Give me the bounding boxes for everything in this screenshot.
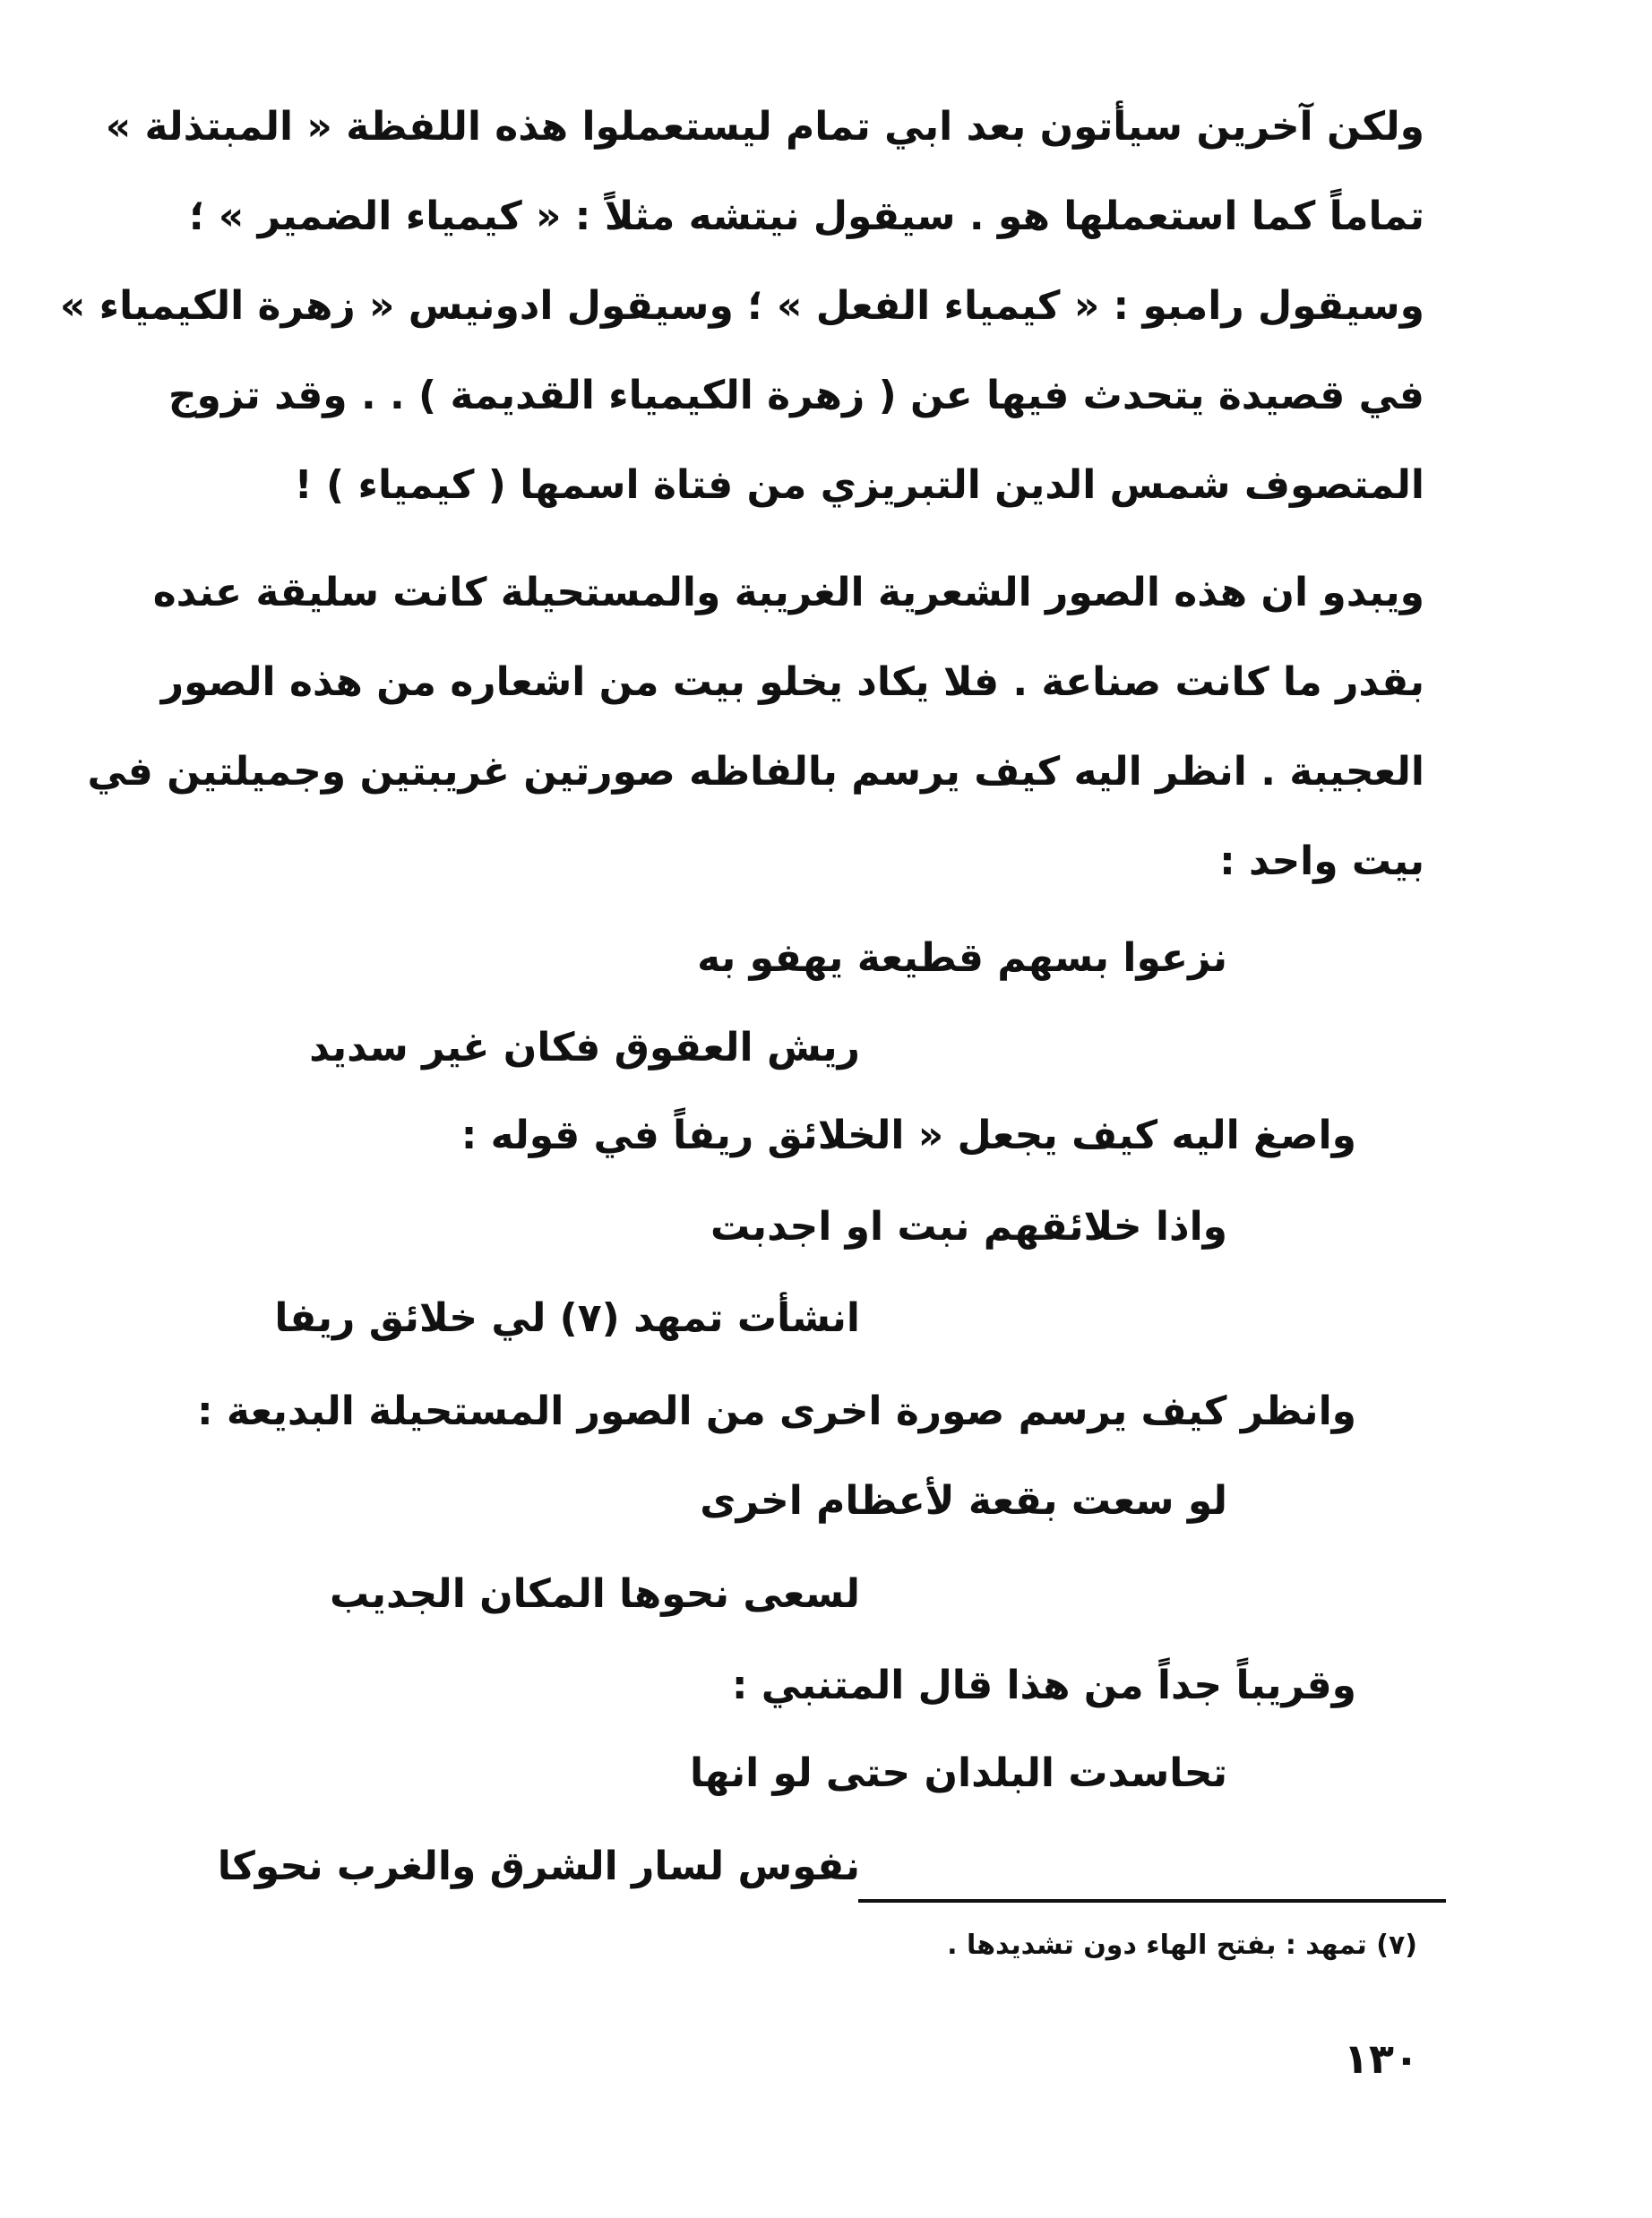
verse-4-line-1: تحاسدت البلدان حتى لو انها [690, 1750, 1227, 1796]
footnote-divider [858, 1899, 1446, 1903]
page-number: ١٣٠ [1343, 2034, 1419, 2083]
verse-1-line-2: ريش العقوق فكان غير سديد [309, 1025, 860, 1070]
paragraph-1-line-3: وسيقول رامبو : « كيمياء الفعل » ؛ وسيقول ادونيس « زهرة الكيمياء » [59, 283, 1424, 329]
verse-3-line-1: لو سعت بقعة لأعظام اخرى [700, 1478, 1227, 1524]
paragraph-2-line-4: بيت واحد : [1219, 838, 1424, 884]
intro-2: واصغ اليه كيف يجعل « الخلائق ريفاً في قوله : [460, 1113, 1356, 1158]
footnote: (٧) تمهد : بفتح الهاء دون تشديدها . [947, 1930, 1417, 1961]
intro-3: وانظر كيف يرسم صورة اخرى من الصور المستحيلة البديعة : [196, 1388, 1356, 1434]
paragraph-2-line-1: ويبدو ان هذه الصور الشعرية الغريبة والمستحيلة كانت سليقة عنده [152, 570, 1424, 615]
paragraph-1-line-2: تماماً كما استعملها هو . سيقول نيتشه مثلاً : « كيمياء الضمير » ؛ [188, 193, 1424, 239]
verse-3-line-2: لسعى نحوها المكان الجديب [329, 1571, 860, 1617]
verse-2-line-2: انشأت تمهد (٧) لي خلائق ريفا [274, 1295, 860, 1341]
verse-2-line-1: واذا خلائقهم نبت او اجدبت [710, 1204, 1227, 1250]
intro-4: وقريباً جداً من هذا قال المتنبي : [731, 1663, 1356, 1708]
paragraph-2-line-3: العجيبة . انظر اليه كيف يرسم بالفاظه صورتين غريبتين وجميلتين في [87, 749, 1424, 795]
paragraph-1-line-4: في قصيدة يتحدث فيها عن ( زهرة الكيمياء القديمة ) . . وقد تزوج [168, 373, 1424, 418]
paragraph-2-line-2: بقدر ما كانت صناعة . فلا يكاد يخلو بيت من اشعاره من هذه الصور [160, 659, 1424, 705]
verse-4-line-2: نفوس لسار الشرق والغرب نحوكا [217, 1844, 860, 1889]
paragraph-1-line-5: المتصوف شمس الدين التبريزي من فتاة اسمها ( كيمياء ) ! [294, 462, 1424, 508]
verse-1-line-1: نزعوا بسهم قطيعة يهفو به [697, 935, 1227, 981]
paragraph-1-line-1: ولكن آخرين سيأتون بعد ابي تمام ليستعملوا هذه اللفظة « المبتذلة » [105, 104, 1424, 150]
